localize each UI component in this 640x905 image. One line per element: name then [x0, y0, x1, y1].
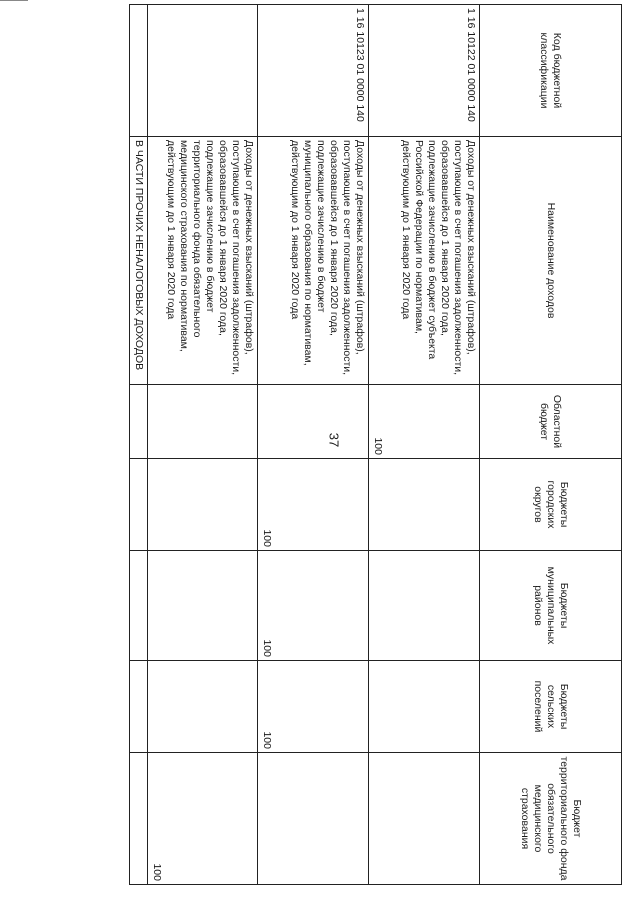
table-row	[130, 5, 148, 885]
row-oblast	[130, 385, 148, 459]
header-rural: Бюджеты сельских поселений	[480, 661, 622, 753]
header-row	[480, 5, 622, 885]
row-code	[130, 5, 148, 137]
row-rural: 100	[258, 661, 369, 753]
row-code: 1 16 10123 01 0000 140	[258, 5, 369, 137]
row-tfoms	[130, 753, 148, 885]
rotated-page	[133, 4, 622, 884]
row-oblast: 100	[369, 385, 480, 459]
row-name: Доходы от денежных взысканий (штрафов), поступающие в счет погашения задолженности, образовавшейся до 1 января 2020 года, подлежащие зачислению в бюджет муниципального образования по нормативам, действующим до 1 января 2020 года	[258, 137, 369, 385]
row-city: 100	[258, 459, 369, 551]
top-rule	[0, 0, 28, 1]
row-tfoms: 100	[148, 753, 258, 885]
header-tfoms: Бюджет территориального фонда обязательного медицинского страхования	[480, 753, 622, 885]
table-row	[369, 5, 480, 885]
row-name: Доходы от денежных взысканий (штрафов), поступающие в счет погашения задолженности, образовавшейся до 1 января 2020 года, подлежащие зачислению в бюджет субъекта Российской Федерации по нормативам, действующим до 1 января 2020 года	[369, 137, 480, 385]
row-rural	[148, 661, 258, 753]
row-district	[130, 551, 148, 661]
row-rural	[130, 661, 148, 753]
row-oblast	[148, 385, 258, 459]
header-name: Наименование доходов	[480, 137, 622, 385]
row-district	[369, 551, 480, 661]
row-code	[148, 5, 258, 137]
row-city	[148, 459, 258, 551]
header-district: Бюджеты муниципальных районов	[480, 551, 622, 661]
row-tfoms	[258, 753, 369, 885]
header-code: Код бюджетной классификации	[480, 5, 622, 137]
budget-table	[129, 4, 622, 885]
row-tfoms	[369, 753, 480, 885]
row-name: Доходы от денежных взысканий (штрафов), поступающие в счет погашения задолженности, образовавшейся до 1 января 2020 года, подлежащие зачислению в бюджет территориального фонда обязательного медицинского страхования по нормативам, действующим до 1 января 2020 года	[148, 137, 258, 385]
row-rural	[369, 661, 480, 753]
table-row	[148, 5, 258, 885]
row-code: 1 16 10122 01 0000 140	[369, 5, 480, 137]
header-oblast: Областной бюджет	[480, 385, 622, 459]
page-number: 37	[326, 432, 342, 448]
row-district	[148, 551, 258, 661]
row-city	[369, 459, 480, 551]
row-name: В ЧАСТИ ПРОЧИХ НЕНАЛОГОВЫХ ДОХОДОВ	[130, 137, 148, 385]
table-row	[258, 5, 369, 885]
row-oblast	[258, 385, 369, 459]
row-district: 100	[258, 551, 369, 661]
header-city: Бюджеты городских округов	[480, 459, 622, 551]
row-city	[130, 459, 148, 551]
